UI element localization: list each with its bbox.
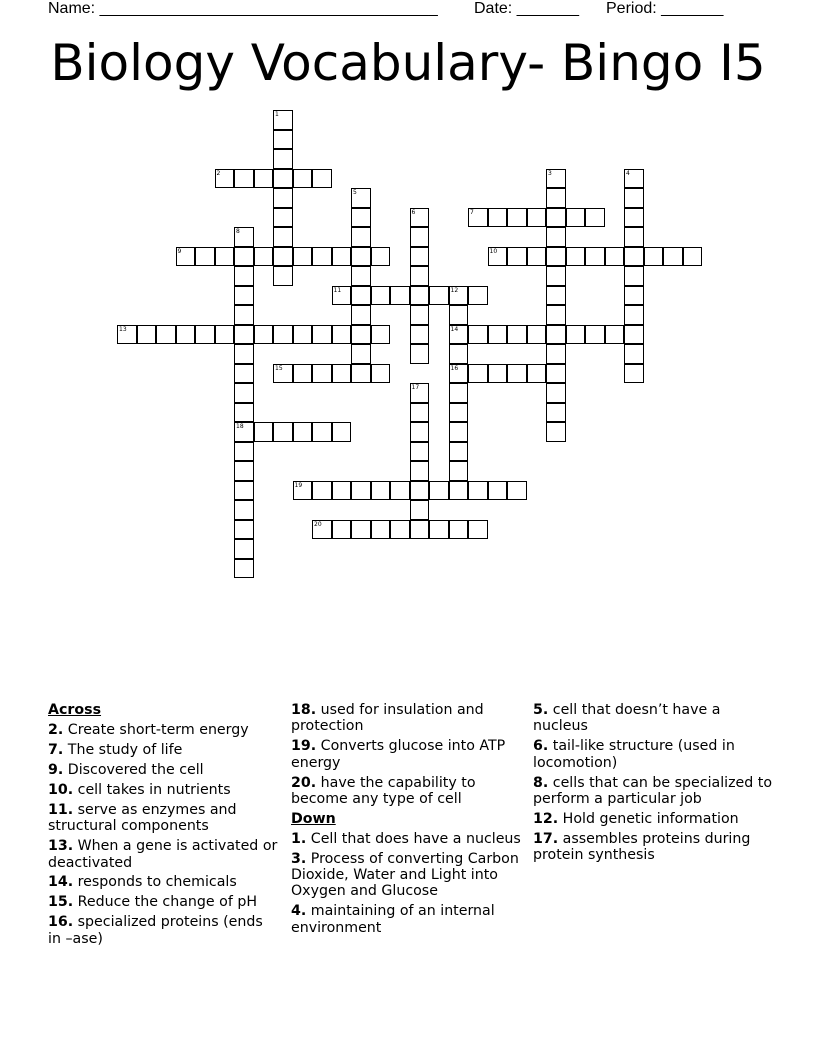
crossword-cell[interactable] [449,383,469,403]
cell-number: 6 [411,208,416,216]
page-title: Biology Vocabulary- Bingo I5 [50,34,766,92]
clue-text: tail-like structure (used in locomotion) [533,738,735,771]
crossword-cell[interactable] [254,422,274,442]
crossword-cell[interactable] [449,520,469,540]
cell-number: 17 [411,384,420,391]
clue-text: have the capability to become any type of cell [291,774,476,807]
crossword-cell[interactable] [566,208,586,228]
crossword-cell[interactable] [488,247,508,267]
crossword-cell[interactable] [312,520,332,540]
crossword-cell[interactable] [156,325,176,345]
crossword-cell[interactable] [605,325,625,345]
crossword-cell[interactable] [390,481,410,501]
crossword-cell[interactable] [488,208,508,228]
crossword-cell[interactable] [351,344,371,364]
crossword-cell[interactable] [546,403,566,423]
crossword-cell[interactable] [507,208,527,228]
clue-text: cell takes in nutrients [77,781,231,798]
crossword-cell[interactable] [507,364,527,384]
cell-number: 2 [216,169,221,177]
crossword-cell[interactable] [546,383,566,403]
crossword-cell[interactable] [351,481,371,501]
crossword-cell[interactable] [371,325,391,345]
clue-number: 13. [48,838,74,855]
crossword-cell[interactable] [312,481,332,501]
crossword-cell[interactable] [624,344,644,364]
crossword-cell[interactable] [624,208,644,228]
crossword-cell[interactable] [293,481,313,501]
cell-number: 8 [236,228,240,235]
clue-across-18 [291,702,523,735]
crossword-cell[interactable] [468,364,488,384]
clue-text: serve as enzymes and structural components [48,801,237,835]
crossword-cell[interactable] [546,208,566,228]
clue-across-15 [48,894,280,910]
down-heading: Down [291,810,336,827]
crossword-cell[interactable] [546,227,566,247]
crossword-cell[interactable] [351,364,371,384]
cell-number: 19 [294,481,303,489]
crossword-cell[interactable] [234,461,254,481]
crossword-cell[interactable] [488,481,508,501]
crossword-cell[interactable] [351,286,371,306]
clue-number: 19. [291,738,317,755]
crossword-cell[interactable] [410,403,430,423]
clue-down-4 [291,903,523,936]
clue-text: used for insulation and protection [291,702,484,735]
crossword-cell[interactable] [449,364,469,384]
clue-number: 9. [48,761,64,778]
crossword-cell[interactable] [546,247,566,267]
clue-number: 20. [291,774,317,791]
cell-number: 9 [177,247,182,255]
crossword-cell[interactable] [293,247,313,267]
crossword-cell[interactable] [273,247,293,267]
crossword-cell[interactable] [410,461,430,481]
clue-number: 2. [48,721,64,738]
crossword-cell[interactable] [351,325,371,345]
crossword-cell[interactable] [351,266,371,286]
period-label: Period: [606,0,657,17]
crossword-cell[interactable] [410,520,430,540]
crossword-cell[interactable] [312,169,332,189]
crossword-cell[interactable] [234,520,254,540]
clue-number: 17. [533,830,559,847]
period-blank: _______ [661,0,724,17]
crossword-cell[interactable] [176,325,196,345]
crossword-cell[interactable] [410,442,430,462]
clue-down-12 [533,811,773,827]
crossword-cell[interactable] [624,247,644,267]
clue-number: 5. [533,702,549,718]
cell-number: 14 [450,325,459,333]
cell-number: 4 [626,169,630,177]
crossword-cell[interactable] [605,247,625,267]
crossword-cell[interactable] [624,266,644,286]
cell-number: 10 [489,247,498,255]
crossword-cell[interactable] [585,247,605,267]
crossword-cell[interactable] [332,286,352,306]
clue-number: 11. [48,801,74,818]
crossword-cell[interactable] [429,286,449,306]
clue-down-1 [291,831,523,847]
clue-text: Discovered the cell [67,761,204,778]
clue-across-7 [48,742,280,758]
crossword-cell[interactable] [234,305,254,325]
crossword-cell[interactable] [195,247,215,267]
crossword-cell[interactable] [468,520,488,540]
crossword-cell[interactable] [644,247,664,267]
crossword-cell[interactable] [351,188,371,208]
crossword-cell[interactable] [234,325,254,345]
clue-across-10 [48,782,280,798]
crossword-cell[interactable] [273,422,293,442]
crossword-cell[interactable] [449,344,469,364]
crossword-cell[interactable] [254,169,274,189]
cell-number: 7 [470,208,474,216]
crossword-cell[interactable] [429,520,449,540]
name-blank: ______________________________________ [99,0,438,17]
crossword-cell[interactable] [546,266,566,286]
cell-number: 12 [450,286,459,294]
crossword-cell[interactable] [234,266,254,286]
clue-text: assembles proteins during protein synthesis [533,830,751,864]
crossword-cell[interactable] [683,247,703,267]
crossword-cell[interactable] [449,481,469,501]
crossword-cell[interactable] [527,364,547,384]
crossword-cell[interactable] [234,286,254,306]
crossword-cell[interactable] [527,208,547,228]
crossword-cell[interactable] [546,364,566,384]
crossword-cell[interactable] [410,325,430,345]
crossword-cell[interactable] [507,247,527,267]
clue-across-14 [48,874,280,890]
clue-down-8 [533,775,773,808]
clue-text: Reduce the change of pH [77,894,258,911]
crossword-cell[interactable] [371,481,391,501]
cell-number: 18 [236,423,244,430]
crossword-cell[interactable] [312,422,332,442]
crossword-cell[interactable] [624,188,644,208]
crossword-cell[interactable] [546,422,566,442]
crossword-cell[interactable] [585,208,605,228]
clue-number: 6. [533,738,549,755]
crossword-cell[interactable] [371,364,391,384]
crossword-cell[interactable] [624,305,644,325]
crossword-cell[interactable] [468,208,488,228]
crossword-cell[interactable] [468,286,488,306]
crossword-cell[interactable] [234,383,254,403]
clue-number: 12. [533,810,559,827]
crossword-cell[interactable] [507,325,527,345]
crossword-cell[interactable] [234,500,254,520]
clue-number: 16. [48,914,74,931]
crossword-cell[interactable] [332,422,352,442]
cell-number: 3 [548,169,552,177]
name-label: Name: [48,0,96,17]
crossword-cell[interactable] [293,422,313,442]
crossword-cell[interactable] [585,325,605,345]
crossword-cell[interactable] [234,559,254,579]
crossword-cell[interactable] [546,188,566,208]
crossword-cell[interactable] [195,325,215,345]
crossword-cell[interactable] [410,286,430,306]
clues-column-1 [48,702,280,951]
cell-number: 15 [275,364,283,372]
crossword-cell[interactable] [234,481,254,501]
crossword-cell[interactable] [449,325,469,345]
crossword-cell[interactable] [488,364,508,384]
crossword-cell[interactable] [234,539,254,559]
clue-number: 7. [48,741,64,758]
crossword-cell[interactable] [527,325,547,345]
crossword-cell[interactable] [624,364,644,384]
crossword-cell[interactable] [293,169,313,189]
crossword-cell[interactable] [234,403,254,423]
crossword-cell[interactable] [273,325,293,345]
crossword-cell[interactable] [273,110,293,130]
crossword-cell[interactable] [546,169,566,189]
crossword-cell[interactable] [410,500,430,520]
crossword-cell[interactable] [449,305,469,325]
crossword-cell[interactable] [663,247,683,267]
crossword-cell[interactable] [624,227,644,247]
crossword-cell[interactable] [410,208,430,228]
crossword-cell[interactable] [332,481,352,501]
crossword-cell[interactable] [488,325,508,345]
crossword-cell[interactable] [273,188,293,208]
crossword-cell[interactable] [234,247,254,267]
crossword-cell[interactable] [312,364,332,384]
crossword-cell[interactable] [410,305,430,325]
crossword-cell[interactable] [624,325,644,345]
crossword-cell[interactable] [410,247,430,267]
crossword-cell[interactable] [371,286,391,306]
crossword-cell[interactable] [332,520,352,540]
date-blank: _______ [516,0,579,17]
date-field[interactable] [474,0,579,18]
crossword-cell[interactable] [371,520,391,540]
clue-down-6 [533,738,773,771]
crossword-cell[interactable] [410,227,430,247]
crossword-cell[interactable] [215,169,235,189]
clue-text: Converts glucose into ATP energy [291,738,506,771]
crossword-cell[interactable] [410,383,430,403]
clue-number: 14. [48,874,74,891]
crossword-cell[interactable] [410,481,430,501]
crossword-cell[interactable] [566,325,586,345]
clue-text: Create short-term energy [67,721,249,738]
crossword-cell[interactable] [546,325,566,345]
clue-text: Cell that does have a nucleus [310,830,521,847]
cell-number: 5 [353,189,357,196]
clue-across-2 [48,722,280,738]
crossword-cell[interactable] [234,227,254,247]
clue-across-16 [48,914,280,947]
crossword-cell[interactable] [390,520,410,540]
clue-number: 4. [291,903,307,920]
crossword-cell[interactable] [624,169,644,189]
crossword-cell[interactable] [351,208,371,228]
clue-number: 15. [48,894,74,911]
cell-number: 16 [450,364,459,372]
crossword-cell[interactable] [429,481,449,501]
crossword-cell[interactable] [215,247,235,267]
crossword-cell[interactable] [254,247,274,267]
crossword-cell[interactable] [546,344,566,364]
crossword-cell[interactable] [273,130,293,150]
crossword-cell[interactable] [624,286,644,306]
crossword-cell[interactable] [234,422,254,442]
crossword-cell[interactable] [273,266,293,286]
crossword-cell[interactable] [546,286,566,306]
clue-text: specialized proteins (ends in –ase) [48,914,263,947]
clues-column-3 [533,702,773,867]
crossword-cell[interactable] [176,247,196,267]
crossword-cell[interactable] [566,247,586,267]
clue-text: cell that doesn’t have a nucleus [533,702,721,735]
crossword-cell[interactable] [215,325,235,345]
clue-across-19 [291,738,523,771]
clue-text: maintaining of an internal environment [291,903,495,936]
crossword-cell[interactable] [117,325,137,345]
crossword-cell[interactable] [390,286,410,306]
crossword-cell[interactable] [449,403,469,423]
clue-number: 10. [48,781,74,798]
crossword-cell[interactable] [468,325,488,345]
date-label: Date: [474,0,513,17]
name-field[interactable] [48,0,438,18]
crossword-cell[interactable] [137,325,157,345]
crossword-cell[interactable] [410,344,430,364]
cell-number: 13 [119,325,127,333]
cell-number: 20 [314,520,322,528]
crossword-cell[interactable] [312,325,332,345]
crossword-cell[interactable] [449,461,469,481]
clue-number: 3. [291,850,307,867]
clues-column-2 [291,702,523,940]
clue-number: 18. [291,702,317,718]
clue-text: The study of life [67,741,183,758]
crossword-cell[interactable] [468,481,488,501]
crossword-cell[interactable] [527,247,547,267]
clue-number: 1. [291,830,307,847]
period-field[interactable] [606,0,723,18]
crossword-cell[interactable] [293,364,313,384]
across-heading: Across [48,702,102,718]
crossword-cell[interactable] [546,305,566,325]
crossword-cell[interactable] [507,481,527,501]
cell-number: 1 [275,111,279,118]
crossword-cell[interactable] [312,247,332,267]
clue-across-20 [291,775,523,808]
crossword-cell[interactable] [234,169,254,189]
crossword-cell[interactable] [351,305,371,325]
clue-text: When a gene is activated or deactivated [48,838,278,871]
crossword-cell[interactable] [449,286,469,306]
clue-text: cells that can be specialized to perform a particular job [533,774,773,807]
crossword-cell[interactable] [371,247,391,267]
crossword-cell[interactable] [332,247,352,267]
crossword-cell[interactable] [273,227,293,247]
crossword-cell[interactable] [234,344,254,364]
crossword-cell[interactable] [351,227,371,247]
clue-down-17 [533,831,773,864]
crossword-cell[interactable] [449,442,469,462]
crossword-cell[interactable] [273,169,293,189]
crossword-cell[interactable] [273,149,293,169]
crossword-cell[interactable] [410,266,430,286]
clue-down-3 [291,851,523,900]
crossword-cell[interactable] [293,325,313,345]
clue-down-5 [533,702,773,735]
clue-number: 8. [533,774,549,791]
clue-across-9 [48,762,280,778]
student-info-header [0,0,816,22]
clue-across-13 [48,838,280,871]
crossword-cell[interactable] [234,442,254,462]
crossword-cell[interactable] [332,325,352,345]
crossword-cell[interactable] [410,422,430,442]
cell-number: 11 [333,286,342,294]
crossword-cell[interactable] [332,364,352,384]
crossword-cell[interactable] [254,325,274,345]
crossword-cell[interactable] [449,422,469,442]
crossword-cell[interactable] [351,520,371,540]
crossword-cell[interactable] [273,208,293,228]
crossword-cell[interactable] [351,247,371,267]
crossword-cell[interactable] [234,364,254,384]
clue-text: Process of converting Carbon Dioxide, Water and Light into Oxygen and Glucose [291,850,519,900]
crossword-cell[interactable] [273,364,293,384]
clue-text: Hold genetic information [562,810,739,827]
clue-across-11 [48,802,280,835]
clue-text: responds to chemicals [77,874,237,891]
